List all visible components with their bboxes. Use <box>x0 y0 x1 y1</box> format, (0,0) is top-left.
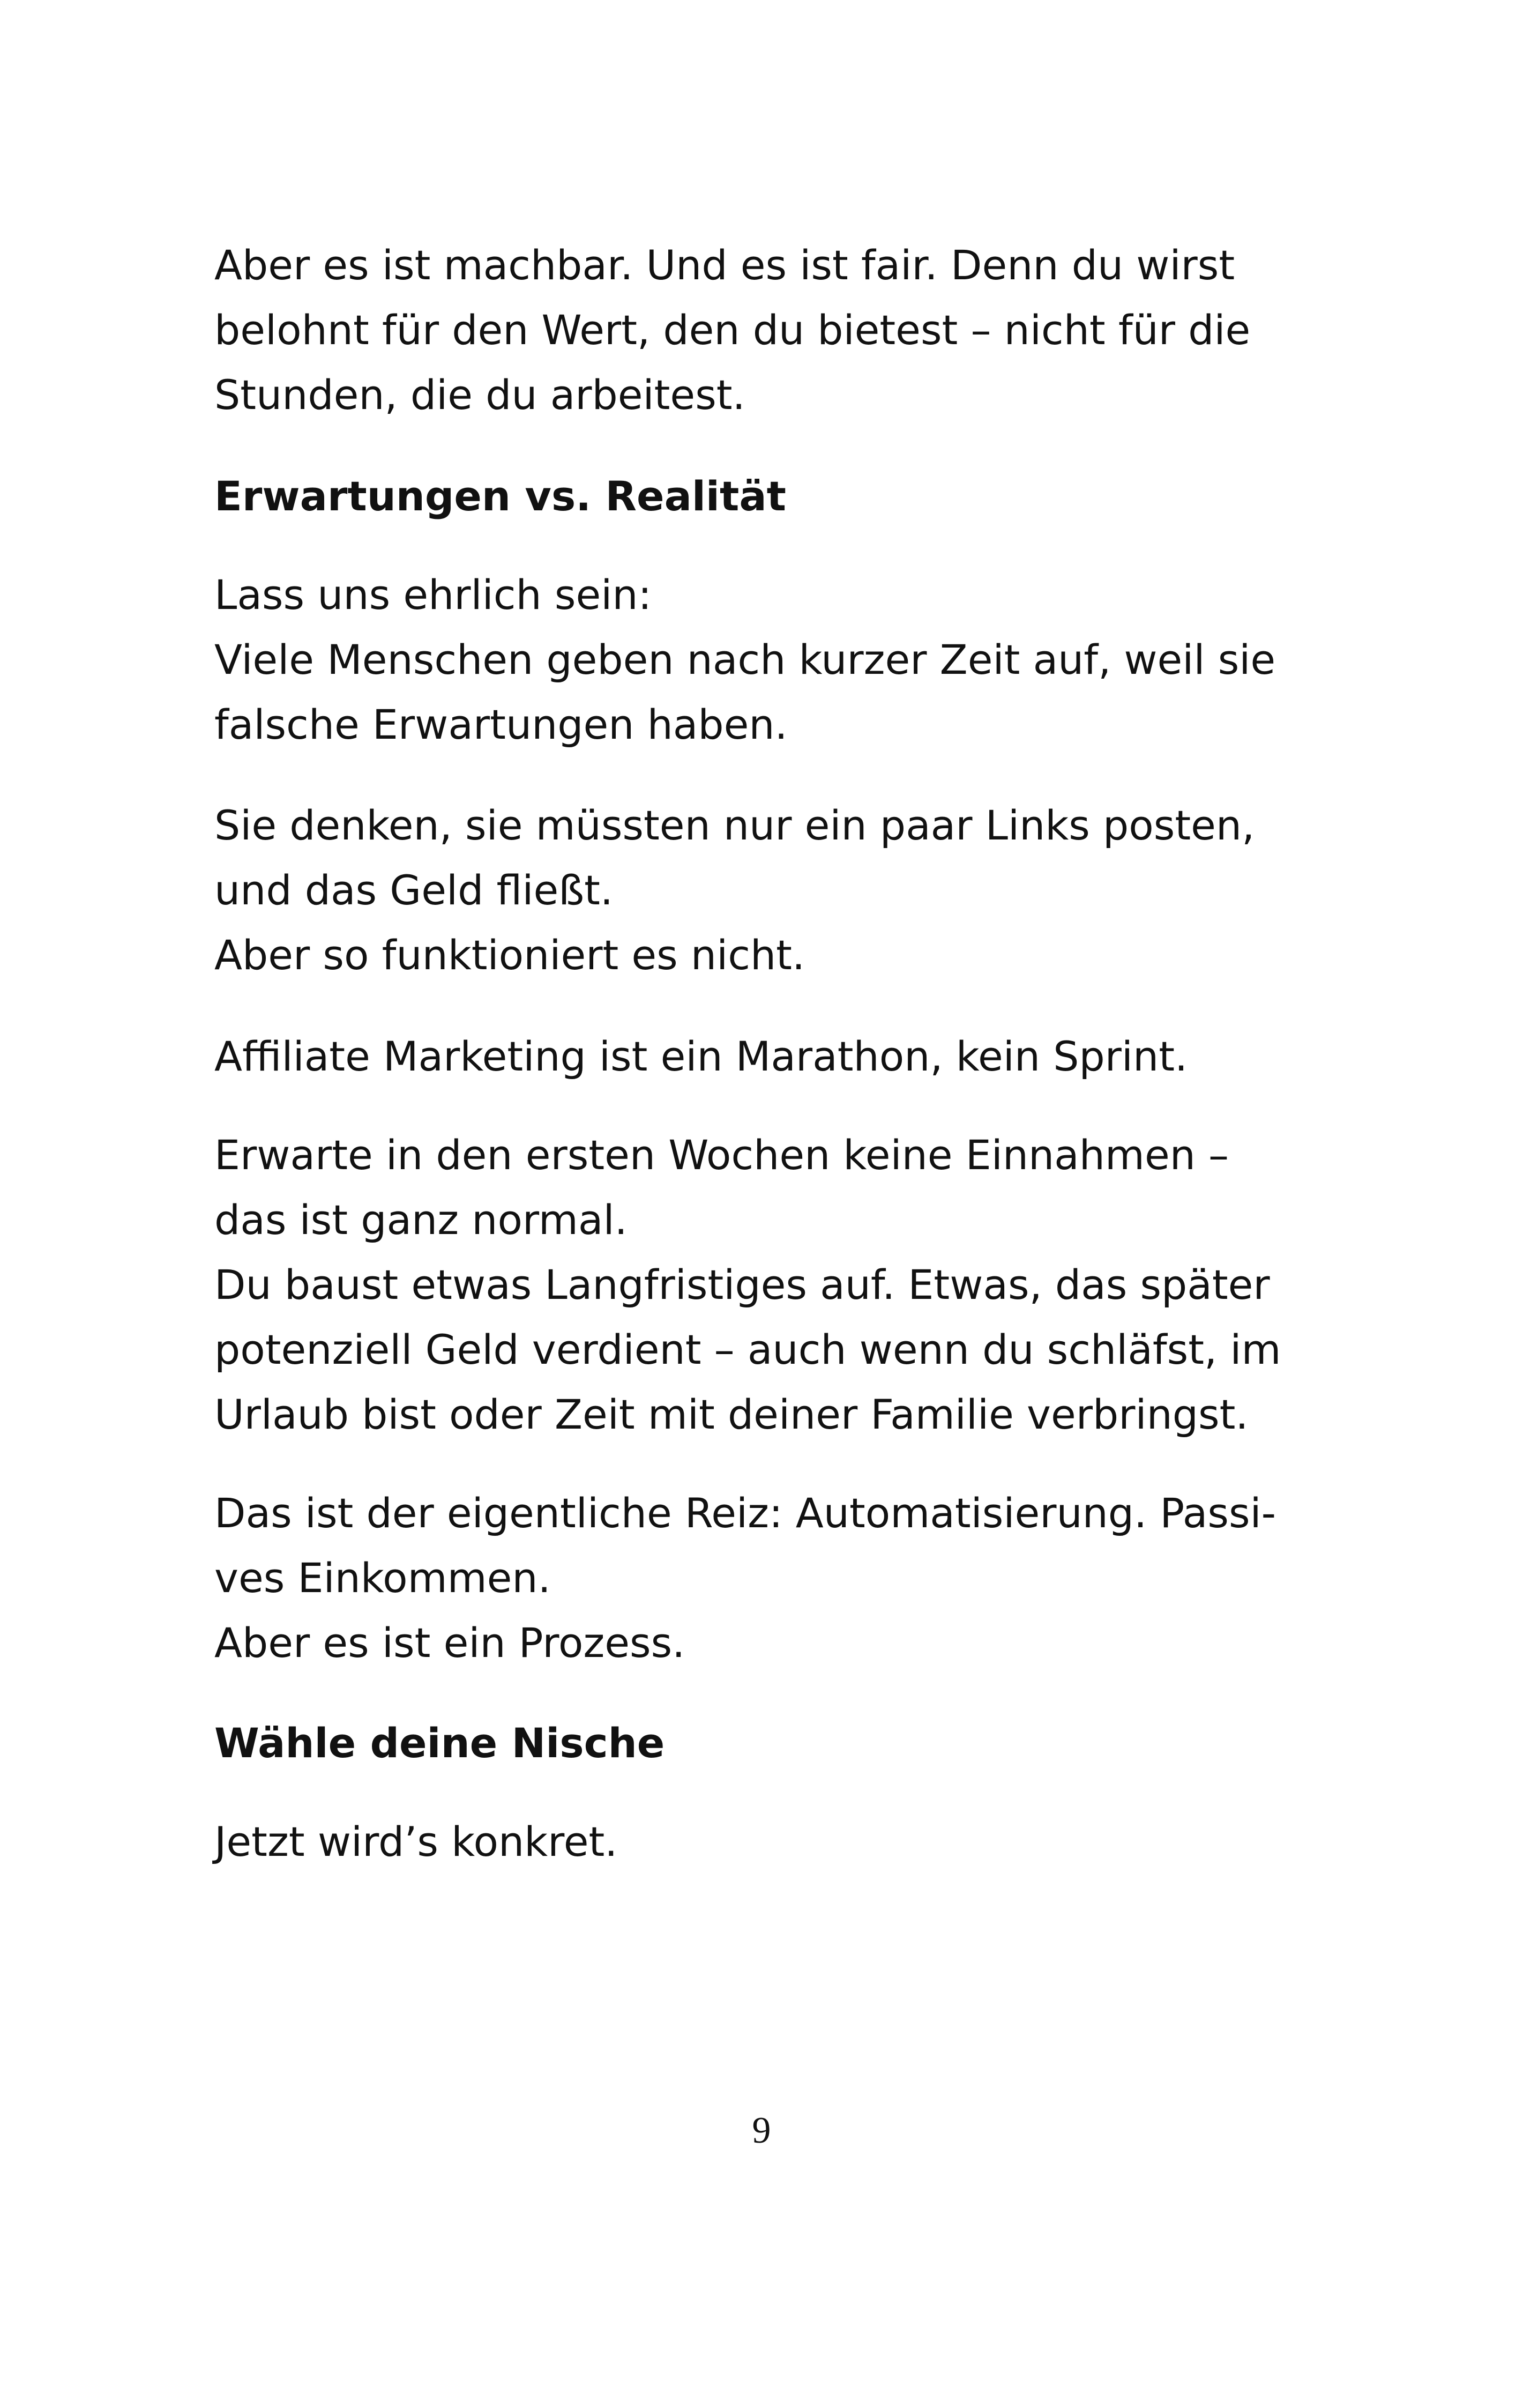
page-number: 9 <box>752 2110 771 2151</box>
text-line: Das ist der eigentliche Reiz: Automatisierung. Passi- <box>214 1489 1276 1537</box>
text-line: Urlaub bist oder Zeit mit deiner Familie verbringst. <box>214 1391 1249 1438</box>
heading-text: Erwartungen vs. Realität <box>214 472 786 520</box>
paragraph <box>214 233 1345 427</box>
text-line: Aber so funktioniert es nicht. <box>214 931 805 979</box>
text-line: Lass uns ehrlich sein: <box>214 571 652 619</box>
text-line: belohnt für den Wert, den du bietest – nicht für die <box>214 306 1251 354</box>
text-line: potenziell Geld verdient – auch wenn du schläfst, im <box>214 1326 1281 1373</box>
text-line: Jetzt wird’s konkret. <box>214 1818 618 1866</box>
text-line: Erwarte in den ersten Wochen keine Einnahmen – <box>214 1131 1229 1179</box>
text-line: das ist ganz normal. <box>214 1196 628 1244</box>
text-line: Viele Menschen geben nach kurzer Zeit auf, weil sie <box>214 636 1276 683</box>
paragraph <box>214 1123 1345 1447</box>
text-line: falsche Erwartungen haben. <box>214 701 788 748</box>
text-line: Stunden, die du arbeitest. <box>214 371 745 419</box>
paragraph <box>214 1024 1345 1089</box>
text-line: ves Einkommen. <box>214 1554 551 1602</box>
heading-text: Wähle deine Nische <box>214 1719 665 1767</box>
paragraph <box>214 562 1345 757</box>
section-heading <box>214 1711 1345 1775</box>
paragraph <box>214 793 1345 987</box>
text-line: Affiliate Marketing ist ein Marathon, kein Sprint. <box>214 1032 1188 1080</box>
text-line: Sie denken, sie müssten nur ein paar Links posten, <box>214 801 1255 849</box>
text-line: und das Geld fließt. <box>214 866 614 914</box>
text-line: Du baust etwas Langfristiges auf. Etwas, das später <box>214 1261 1270 1309</box>
paragraph <box>214 1481 1345 1675</box>
section-heading <box>214 464 1345 529</box>
text-line: Aber es ist machbar. Und es ist fair. Denn du wirst <box>214 241 1235 289</box>
paragraph <box>214 1809 1345 1874</box>
text-line: Aber es ist ein Prozess. <box>214 1619 685 1667</box>
